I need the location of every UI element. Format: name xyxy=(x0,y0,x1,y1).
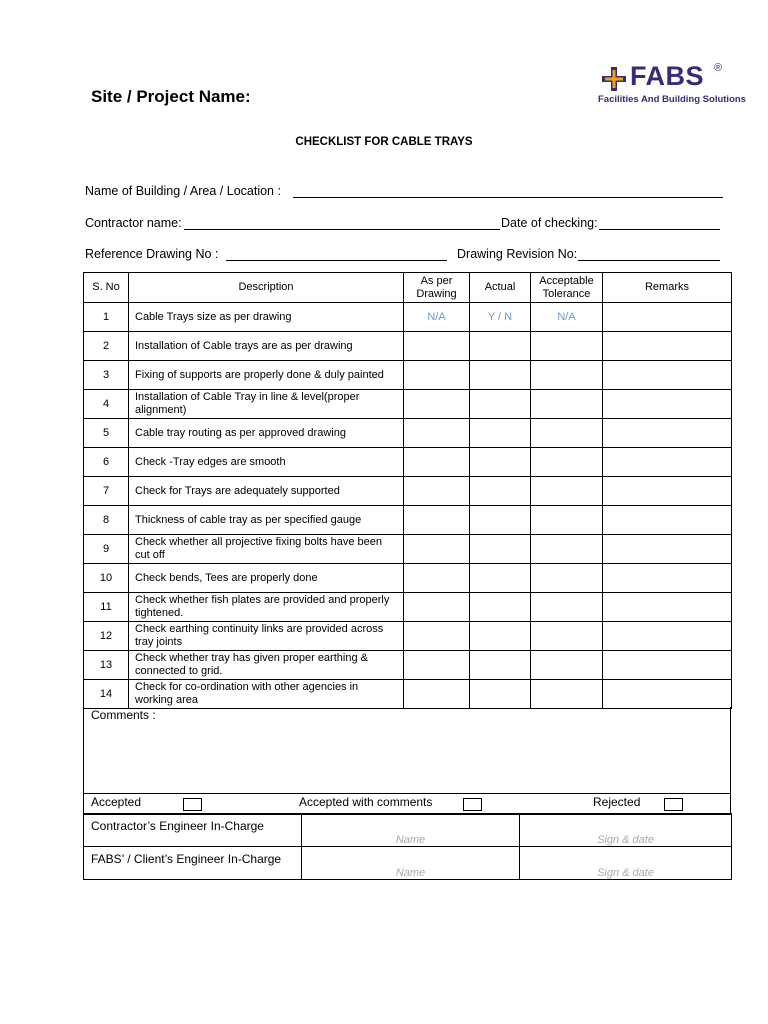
table-row xyxy=(84,651,732,680)
accepted-with-comments-label: Accepted with comments xyxy=(299,795,433,809)
row-number: 3 xyxy=(84,361,129,390)
tolerance-cell[interactable] xyxy=(531,506,603,535)
remarks-cell[interactable] xyxy=(603,303,732,332)
row-description: Check -Tray edges are smooth xyxy=(129,448,404,477)
checklist-table xyxy=(83,272,732,709)
row-number: 7 xyxy=(84,477,129,506)
col-header-sno: S. No xyxy=(84,273,129,303)
tolerance-cell[interactable] xyxy=(531,593,603,622)
remarks-cell[interactable] xyxy=(603,506,732,535)
tolerance-cell[interactable]: N/A xyxy=(531,303,603,332)
building-input-line[interactable] xyxy=(293,197,723,198)
actual-cell[interactable] xyxy=(470,477,531,506)
tolerance-cell[interactable] xyxy=(531,622,603,651)
row-number: 6 xyxy=(84,448,129,477)
accepted-label: Accepted xyxy=(91,795,142,809)
contractor-label: Contractor name: xyxy=(85,216,182,230)
as-per-drawing-cell[interactable] xyxy=(404,390,470,419)
table-header-row xyxy=(84,273,732,303)
row-description: Check whether tray has given proper earthing & connected to grid. xyxy=(129,651,404,680)
as-per-drawing-cell[interactable] xyxy=(404,477,470,506)
fabs-logo xyxy=(598,61,746,109)
remarks-cell[interactable] xyxy=(603,651,732,680)
table-row xyxy=(84,303,732,332)
tolerance-cell[interactable] xyxy=(531,680,603,709)
row-number: 8 xyxy=(84,506,129,535)
as-per-drawing-cell[interactable] xyxy=(404,419,470,448)
fabs-cross-icon xyxy=(601,66,627,92)
table-row xyxy=(84,390,732,419)
row-number: 1 xyxy=(84,303,129,332)
table-row xyxy=(84,564,732,593)
revision-input-line[interactable] xyxy=(578,260,720,261)
as-per-drawing-cell[interactable] xyxy=(404,622,470,651)
signoff-row xyxy=(84,814,732,847)
logo-tagline: Facilities And Building Solutions xyxy=(598,94,746,105)
drawing-label: Reference Drawing No : xyxy=(85,247,219,261)
remarks-cell[interactable] xyxy=(603,361,732,390)
sign-date-field[interactable]: Sign & date xyxy=(520,814,732,847)
actual-cell[interactable] xyxy=(470,535,531,564)
comments-box[interactable] xyxy=(83,707,731,794)
accepted-with-comments-checkbox[interactable] xyxy=(463,798,482,811)
actual-cell[interactable] xyxy=(470,680,531,709)
actual-cell[interactable] xyxy=(470,448,531,477)
row-description: Thickness of cable tray as per specified gauge xyxy=(129,506,404,535)
tolerance-cell[interactable] xyxy=(531,448,603,477)
row-number: 10 xyxy=(84,564,129,593)
tolerance-cell[interactable] xyxy=(531,535,603,564)
as-per-drawing-cell[interactable] xyxy=(404,651,470,680)
table-row xyxy=(84,506,732,535)
actual-cell[interactable] xyxy=(470,361,531,390)
logo-registered-mark: ® xyxy=(714,62,723,74)
remarks-cell[interactable] xyxy=(603,564,732,593)
as-per-drawing-cell[interactable] xyxy=(404,448,470,477)
tolerance-cell[interactable] xyxy=(531,390,603,419)
tolerance-cell[interactable] xyxy=(531,477,603,506)
row-number: 13 xyxy=(84,651,129,680)
drawing-input-line[interactable] xyxy=(226,260,447,261)
comments-label: Comments : xyxy=(91,708,156,722)
contractor-input-line[interactable] xyxy=(184,229,500,230)
as-per-drawing-cell[interactable] xyxy=(404,593,470,622)
site-project-label: Site / Project Name: xyxy=(91,87,251,106)
checklist-title: CHECKLIST FOR CABLE TRAYS xyxy=(295,136,473,148)
col-header-tolerance: Acceptable Tolerance xyxy=(531,273,603,303)
row-description: Cable tray routing as per approved drawing xyxy=(129,419,404,448)
table-row xyxy=(84,535,732,564)
actual-cell[interactable]: Y / N xyxy=(470,303,531,332)
remarks-cell[interactable] xyxy=(603,535,732,564)
actual-cell[interactable] xyxy=(470,593,531,622)
remarks-cell[interactable] xyxy=(603,593,732,622)
tolerance-cell[interactable] xyxy=(531,564,603,593)
actual-cell[interactable] xyxy=(470,564,531,593)
date-label: Date of checking: xyxy=(501,216,598,230)
as-per-drawing-cell[interactable] xyxy=(404,535,470,564)
table-row xyxy=(84,361,732,390)
signoff-table xyxy=(83,813,732,880)
row-description: Fixing of supports are properly done & duly painted xyxy=(129,361,404,390)
as-per-drawing-cell[interactable]: N/A xyxy=(404,303,470,332)
col-header-description: Description xyxy=(129,273,404,303)
table-row xyxy=(84,593,732,622)
row-number: 2 xyxy=(84,332,129,361)
table-row xyxy=(84,622,732,651)
row-description: Installation of Cable Tray in line & level(proper alignment) xyxy=(129,390,404,419)
as-per-drawing-cell[interactable] xyxy=(404,332,470,361)
actual-cell[interactable] xyxy=(470,651,531,680)
name-field[interactable]: Name xyxy=(302,814,520,847)
row-description: Check earthing continuity links are provided across tray joints xyxy=(129,622,404,651)
table-row xyxy=(84,680,732,709)
logo-name: FABS xyxy=(630,61,705,91)
signoff-role: Contractor’s Engineer In-Charge xyxy=(84,814,302,847)
row-description: Check bends, Tees are properly done xyxy=(129,564,404,593)
table-row xyxy=(84,448,732,477)
tolerance-cell[interactable] xyxy=(531,419,603,448)
rejected-checkbox[interactable] xyxy=(664,798,683,811)
rejected-label: Rejected xyxy=(593,795,641,809)
actual-cell[interactable] xyxy=(470,622,531,651)
row-number: 5 xyxy=(84,419,129,448)
col-header-remarks: Remarks xyxy=(603,273,732,303)
table-row xyxy=(84,419,732,448)
remarks-cell[interactable] xyxy=(603,390,732,419)
tolerance-cell[interactable] xyxy=(531,651,603,680)
as-per-drawing-cell[interactable] xyxy=(404,564,470,593)
actual-cell[interactable] xyxy=(470,390,531,419)
actual-cell[interactable] xyxy=(470,419,531,448)
remarks-cell[interactable] xyxy=(603,332,732,361)
row-description: Check for co-ordination with other agencies in working area xyxy=(129,680,404,709)
remarks-cell[interactable] xyxy=(603,419,732,448)
row-description: Installation of Cable trays are as per drawing xyxy=(129,332,404,361)
remarks-cell[interactable] xyxy=(603,448,732,477)
as-per-drawing-cell[interactable] xyxy=(404,680,470,709)
table-row xyxy=(84,477,732,506)
revision-label: Drawing Revision No: xyxy=(457,247,578,261)
signoff-row xyxy=(84,847,732,880)
date-input-line[interactable] xyxy=(599,229,720,230)
col-header-actual: Actual xyxy=(470,273,531,303)
row-description: Check whether all projective fixing bolts have been cut off xyxy=(129,535,404,564)
row-number: 4 xyxy=(84,390,129,419)
as-per-drawing-cell[interactable] xyxy=(404,361,470,390)
name-field[interactable]: Name xyxy=(302,847,520,880)
row-description: Check whether fish plates are provided and properly tightened. xyxy=(129,593,404,622)
row-number: 11 xyxy=(84,593,129,622)
row-number: 12 xyxy=(84,622,129,651)
remarks-cell[interactable] xyxy=(603,622,732,651)
row-description: Check for Trays are adequately supported xyxy=(129,477,404,506)
col-header-as-per-drawing: As per Drawing xyxy=(404,273,470,303)
status-row xyxy=(83,793,731,815)
remarks-cell[interactable] xyxy=(603,680,732,709)
row-number: 14 xyxy=(84,680,129,709)
tolerance-cell[interactable] xyxy=(531,361,603,390)
accepted-checkbox[interactable] xyxy=(183,798,202,811)
table-row xyxy=(84,332,732,361)
row-number: 9 xyxy=(84,535,129,564)
tolerance-cell[interactable] xyxy=(531,332,603,361)
actual-cell[interactable] xyxy=(470,332,531,361)
sign-date-field[interactable]: Sign & date xyxy=(520,847,732,880)
signoff-role: FABS’ / Client’s Engineer In-Charge xyxy=(84,847,302,880)
as-per-drawing-cell[interactable] xyxy=(404,506,470,535)
actual-cell[interactable] xyxy=(470,506,531,535)
remarks-cell[interactable] xyxy=(603,477,732,506)
row-description: Cable Trays size as per drawing xyxy=(129,303,404,332)
building-label: Name of Building / Area / Location : xyxy=(85,184,281,198)
